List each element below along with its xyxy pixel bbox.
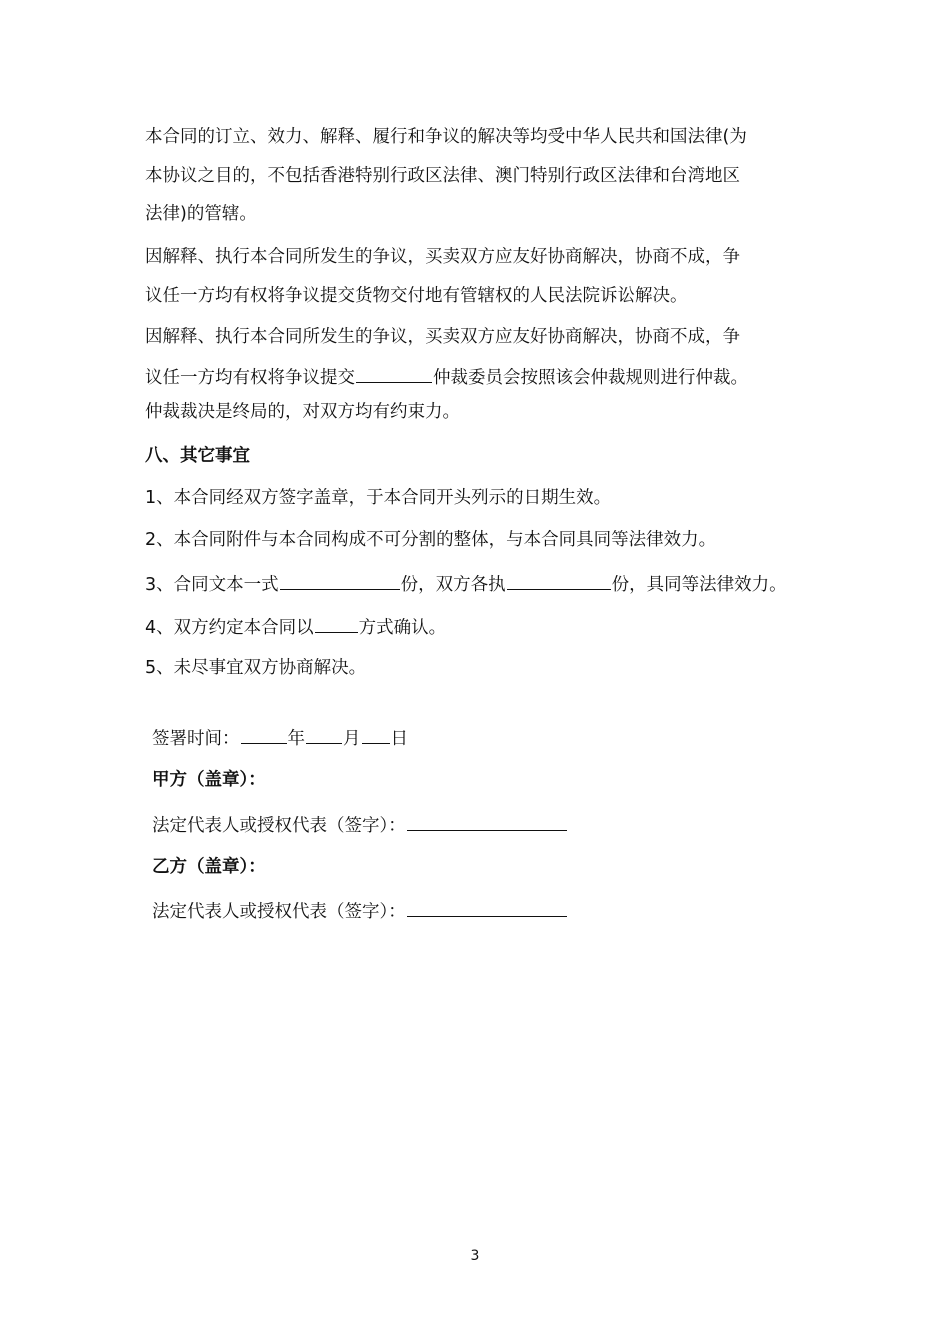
court-clause-line-1: 因解释、执行本合同所发生的争议，买卖双方应友好协商解决，协商不成，争 bbox=[145, 247, 740, 267]
day-label: 日 bbox=[390, 729, 408, 749]
item-4 bbox=[145, 614, 446, 640]
confirm-method-blank bbox=[315, 614, 358, 633]
law-clause-line-1: 本合同的订立、效力、解释、履行和争议的解决等均受中华人民共和国法律(为 bbox=[145, 127, 747, 147]
item-3-text-c: 份，具同等法律效力。 bbox=[611, 575, 787, 595]
arbitration-clause-line-3: 仲裁裁决是终局的，对双方均有约束力。 bbox=[145, 402, 460, 422]
signing-date bbox=[152, 725, 408, 751]
party-b-rep-label: 法定代表人或授权代表（签字）： bbox=[152, 902, 406, 922]
party-b-representative bbox=[152, 898, 568, 924]
section-title: 八、其它事宜 bbox=[145, 446, 250, 466]
party-a-seal: 甲方（盖章）： bbox=[152, 770, 266, 790]
party-a-representative bbox=[152, 812, 568, 838]
month-label: 月 bbox=[343, 729, 361, 749]
item-4-text-b: 方式确认。 bbox=[358, 618, 447, 638]
court-clause-line-2: 议任一方均有权将争议提交货物交付地有管辖权的人民法院诉讼解决。 bbox=[145, 286, 688, 306]
year-blank bbox=[241, 725, 287, 744]
day-blank bbox=[362, 725, 390, 744]
law-clause-line-3: 法律)的管辖。 bbox=[145, 204, 257, 224]
item-3-text-a: 3、合同文本一式 bbox=[145, 575, 279, 595]
item-2: 2、本合同附件与本合同构成不可分割的整体，与本合同具同等法律效力。 bbox=[145, 530, 717, 550]
item-3-text-b: 份，双方各执 bbox=[400, 575, 506, 595]
month-blank bbox=[306, 725, 342, 744]
copies-total-blank bbox=[280, 571, 400, 590]
year-label: 年 bbox=[287, 729, 305, 749]
party-b-signature-blank bbox=[407, 898, 567, 917]
item-4-text-a: 4、双方约定本合同以 bbox=[145, 618, 314, 638]
law-clause-line-2: 本协议之目的，不包括香港特别行政区法律、澳门特别行政区法律和台湾地区 bbox=[145, 166, 740, 186]
item-3 bbox=[145, 571, 787, 597]
arbitration-text-a: 议任一方均有权将争议提交 bbox=[145, 368, 355, 388]
page-number: 3 bbox=[470, 1248, 480, 1264]
copies-each-blank bbox=[507, 571, 611, 590]
arbitration-clause-line-1: 因解释、执行本合同所发生的争议，买卖双方应友好协商解决，协商不成，争 bbox=[145, 327, 740, 347]
item-5: 5、未尽事宜双方协商解决。 bbox=[145, 658, 367, 678]
arbitration-committee-blank bbox=[356, 364, 432, 383]
party-a-signature-blank bbox=[407, 812, 567, 831]
item-1: 1、本合同经双方签字盖章，于本合同开头列示的日期生效。 bbox=[145, 488, 612, 508]
arbitration-clause-line-2 bbox=[145, 364, 748, 390]
party-b-seal: 乙方（盖章）： bbox=[152, 857, 266, 877]
party-a-rep-label: 法定代表人或授权代表（签字）： bbox=[152, 816, 406, 836]
arbitration-text-b: 仲裁委员会按照该会仲裁规则进行仲裁。 bbox=[433, 368, 748, 388]
signing-date-label: 签署时间： bbox=[152, 729, 240, 749]
